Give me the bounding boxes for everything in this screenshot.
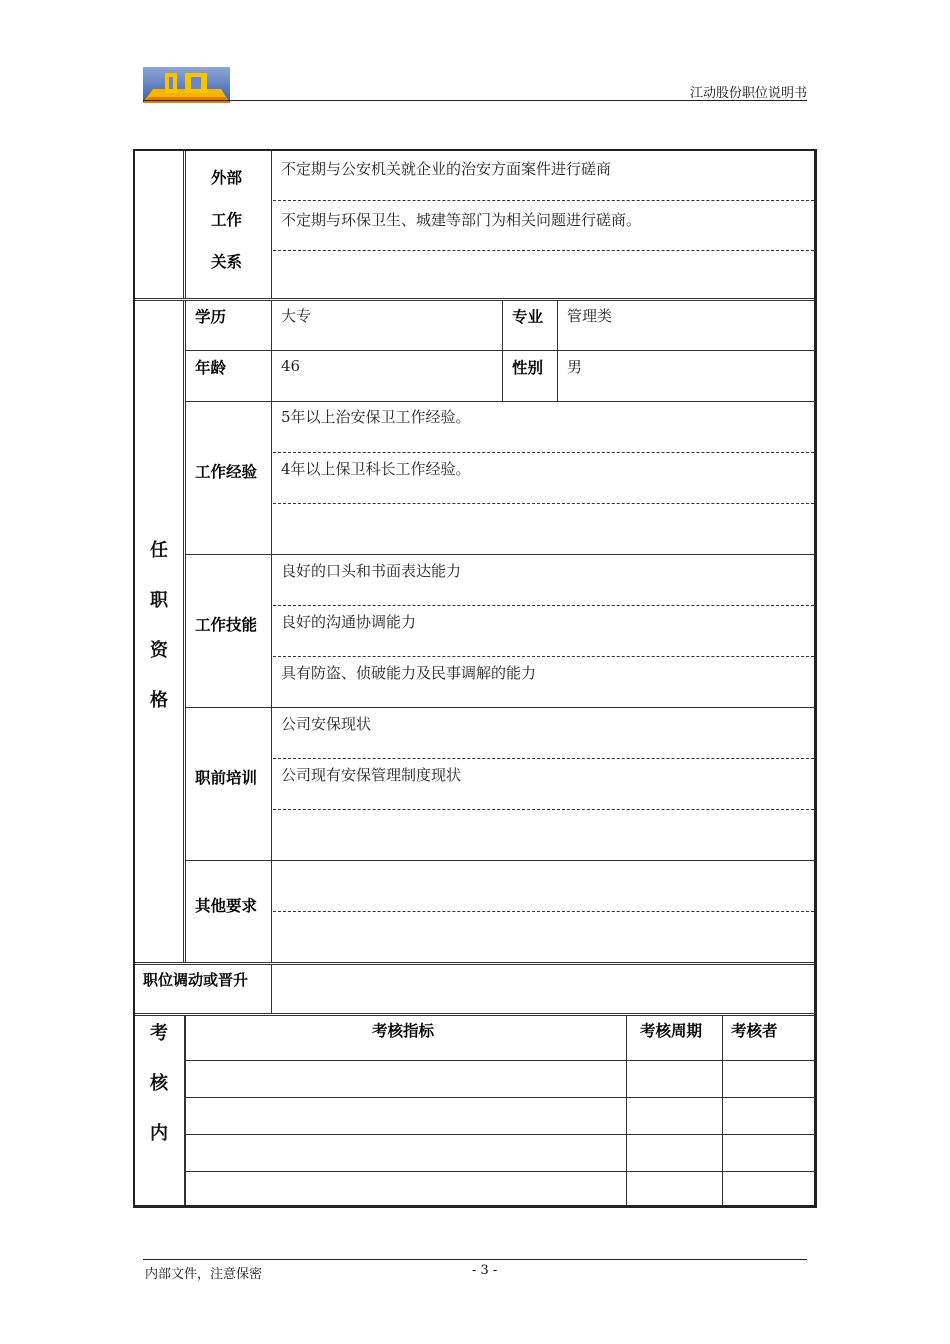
experience-label: 工作经验 bbox=[195, 463, 258, 481]
education-label: 学历 bbox=[195, 308, 227, 326]
table-row bbox=[186, 1134, 815, 1135]
dashed-divider bbox=[273, 452, 814, 453]
dashed-divider bbox=[273, 250, 814, 251]
experience-item: 5年以上治安保卫工作经验。 bbox=[281, 408, 471, 426]
major-value: 管理类 bbox=[567, 307, 613, 325]
row-divider bbox=[185, 401, 815, 402]
gender-value: 男 bbox=[567, 358, 583, 376]
skill-item: 具有防盗、侦破能力及民事调解的能力 bbox=[281, 664, 537, 682]
dashed-divider bbox=[273, 503, 814, 504]
table-row bbox=[186, 1060, 815, 1061]
divider bbox=[184, 1015, 186, 1205]
skills-label: 工作技能 bbox=[195, 616, 258, 634]
skill-item: 良好的口头和书面表达能力 bbox=[281, 562, 462, 580]
skill-item: 良好的沟通协调能力 bbox=[281, 613, 417, 631]
assessment-side-label-3: 内 bbox=[150, 1123, 168, 1144]
external-item: 不定期与公安机关就企业的治安方面案件进行磋商 bbox=[281, 160, 612, 178]
document-title: 江动股份职位说明书 bbox=[689, 86, 807, 101]
row-divider bbox=[185, 860, 815, 861]
age-label: 年龄 bbox=[195, 359, 227, 377]
external-item: 不定期与环保卫生、城建等部门为相关问题进行磋商。 bbox=[281, 211, 642, 229]
row-divider bbox=[185, 350, 815, 351]
training-label: 职前培训 bbox=[195, 769, 258, 787]
promotion-label: 职位调动或晋升 bbox=[143, 971, 249, 989]
table-row bbox=[186, 1097, 815, 1098]
section-divider bbox=[135, 298, 815, 301]
row-divider bbox=[185, 707, 815, 708]
header-divider bbox=[143, 100, 807, 101]
row-divider bbox=[185, 554, 815, 555]
footer-divider bbox=[143, 1259, 807, 1260]
divider bbox=[183, 300, 186, 963]
assessment-side-label-2: 核 bbox=[150, 1073, 168, 1094]
divider bbox=[722, 1015, 723, 1205]
dashed-divider bbox=[273, 605, 814, 606]
qualification-side-label-3: 资 bbox=[150, 640, 168, 661]
qualification-side-label-1: 任 bbox=[150, 540, 168, 561]
external-label-line-1: 外部 bbox=[211, 169, 243, 187]
divider bbox=[626, 1015, 627, 1205]
column-header-assessor: 考核者 bbox=[731, 1022, 778, 1040]
education-value: 大专 bbox=[281, 307, 312, 325]
external-label-line-3: 关系 bbox=[211, 253, 243, 271]
page-number: - 3 - bbox=[472, 1263, 498, 1278]
assessment-side-label-1: 考 bbox=[150, 1023, 168, 1044]
dashed-divider bbox=[273, 200, 814, 201]
divider bbox=[271, 300, 272, 963]
experience-item: 4年以上保卫科长工作经验。 bbox=[281, 460, 471, 478]
column-header-indicator: 考核指标 bbox=[372, 1022, 435, 1040]
dashed-divider bbox=[273, 911, 814, 912]
qualification-side-label-2: 职 bbox=[150, 590, 168, 611]
section-divider bbox=[135, 962, 815, 965]
footer-confidential-note: 内部文件，注意保密 bbox=[145, 1267, 263, 1282]
dashed-divider bbox=[273, 809, 814, 810]
qualification-side-label-4: 格 bbox=[150, 690, 168, 711]
divider bbox=[271, 964, 272, 1014]
external-label-line-2: 工作 bbox=[211, 211, 243, 229]
company-logo bbox=[143, 67, 230, 103]
other-label: 其他要求 bbox=[195, 897, 258, 915]
dashed-divider bbox=[273, 656, 814, 657]
training-item: 公司现有安保管理制度现状 bbox=[281, 766, 462, 784]
divider bbox=[271, 151, 272, 299]
column-header-period: 考核周期 bbox=[640, 1022, 703, 1040]
gender-label: 性别 bbox=[512, 359, 544, 377]
age-value: 46 bbox=[281, 357, 301, 375]
training-item: 公司安保现状 bbox=[281, 715, 372, 733]
section-divider bbox=[135, 1013, 815, 1016]
major-label: 专业 bbox=[512, 308, 544, 326]
table-row bbox=[186, 1171, 815, 1172]
dashed-divider bbox=[273, 758, 814, 759]
divider bbox=[183, 151, 186, 299]
